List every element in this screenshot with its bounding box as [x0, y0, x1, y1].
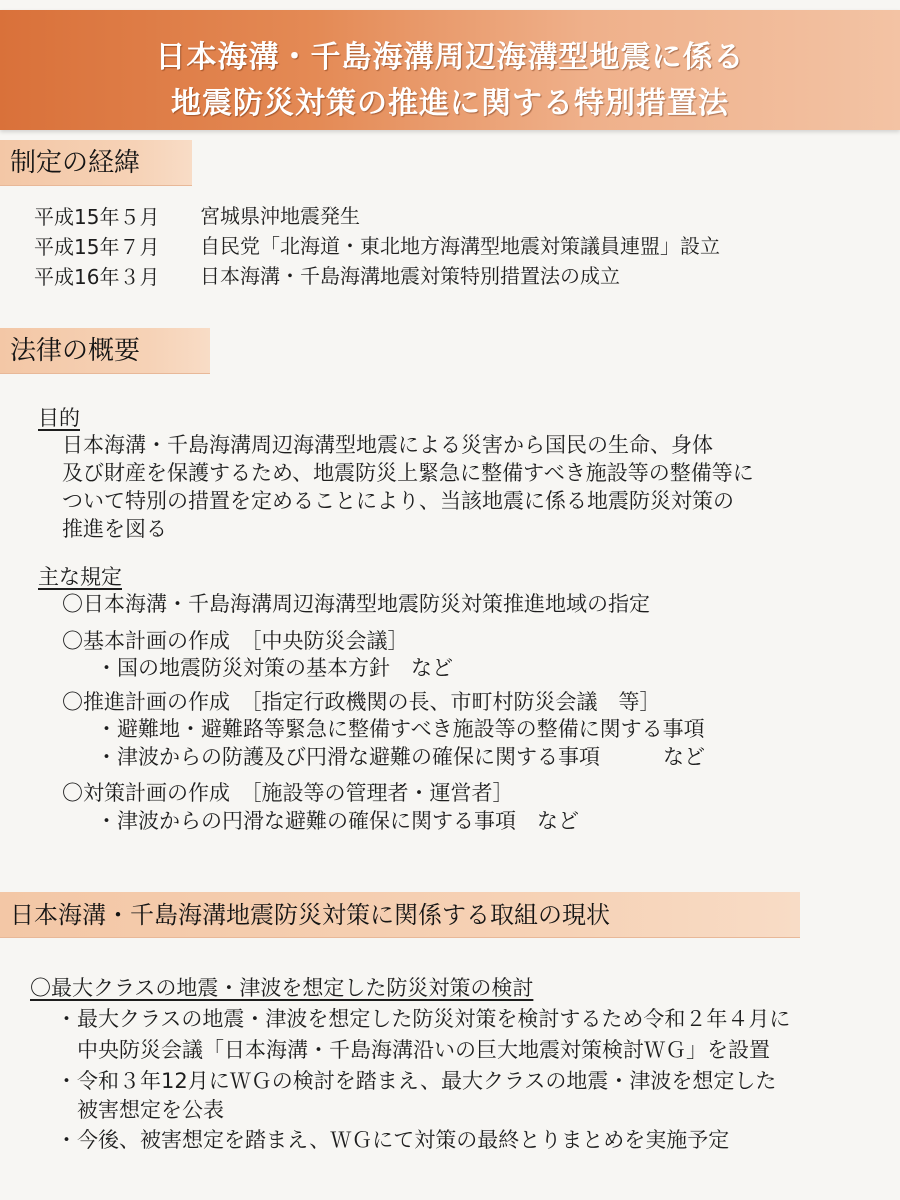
provision-subitem: ・津波からの円滑な避難の確保に関する事項 など — [96, 809, 579, 833]
history-date: 平成15年７月 — [34, 235, 160, 259]
section-heading-history: 制定の経緯 — [0, 140, 192, 186]
provision-item: 〇日本海溝・千島海溝周辺海溝型地震防災対策推進地域の指定 — [62, 592, 650, 616]
provision-item: 〇対策計画の作成 ［施設等の管理者・運営者］ — [62, 781, 514, 805]
provision-subitem: ・津波からの防護及び円滑な避難の確保に関する事項 など — [96, 745, 705, 769]
purpose-label: 目的 — [38, 406, 80, 430]
purpose-line: 日本海溝・千島海溝周辺海溝型地震による災害から国民の生命、身体 — [62, 433, 713, 457]
status-line: ・今後、被害想定を踏まえ、ＷＧにて対策の最終とりまとめを実施予定 — [56, 1128, 730, 1152]
title-line-1: 日本海溝・千島海溝周辺海溝型地震に係る — [155, 40, 745, 75]
status-line: 中央防災会議「日本海溝・千島海溝沿いの巨大地震対策検討ＷＧ」を設置 — [56, 1038, 770, 1062]
history-event: 自民党「北海道・東北地方海溝型地震対策議員連盟」設立 — [200, 234, 720, 258]
purpose-line: 及び財産を保護するため、地震防災上緊急に整備すべき施設等の整備等に — [62, 461, 754, 485]
history-event: 日本海溝・千島海溝地震対策特別措置法の成立 — [200, 264, 620, 288]
status-item-title: 〇最大クラスの地震・津波を想定した防災対策の検討 — [30, 976, 534, 1000]
status-line: ・令和３年12月にＷＧの検討を踏まえ、最大クラスの地震・津波を想定した — [56, 1069, 777, 1093]
section-heading-overview: 法律の概要 — [0, 328, 210, 374]
provisions-label: 主な規定 — [38, 565, 122, 589]
purpose-line: 推進を図る — [62, 517, 167, 541]
title-line-2: 地震防災対策の推進に関する特別措置法 — [171, 86, 729, 121]
provision-item: 〇推進計画の作成 ［指定行政機関の長、市町村防災会議 等］ — [62, 690, 661, 714]
provision-item: 〇基本計画の作成 ［中央防災会議］ — [62, 629, 409, 653]
status-line: 被害想定を公表 — [56, 1098, 224, 1122]
provision-subitem: ・国の地震防災対策の基本方針 など — [96, 656, 453, 680]
section-heading-status: 日本海溝・千島海溝地震防災対策に関係する取組の現状 — [0, 892, 800, 938]
status-line: ・最大クラスの地震・津波を想定した防災対策を検討するため令和２年４月に — [56, 1007, 791, 1031]
provision-subitem: ・避難地・避難路等緊急に整備すべき施設等の整備に関する事項 — [96, 717, 705, 741]
history-date: 平成16年３月 — [34, 265, 160, 289]
history-date: 平成15年５月 — [34, 205, 160, 229]
title-banner — [0, 10, 900, 130]
history-event: 宮城県沖地震発生 — [200, 204, 360, 228]
purpose-line: ついて特別の措置を定めることにより、当該地震に係る地震防災対策の — [62, 489, 734, 513]
